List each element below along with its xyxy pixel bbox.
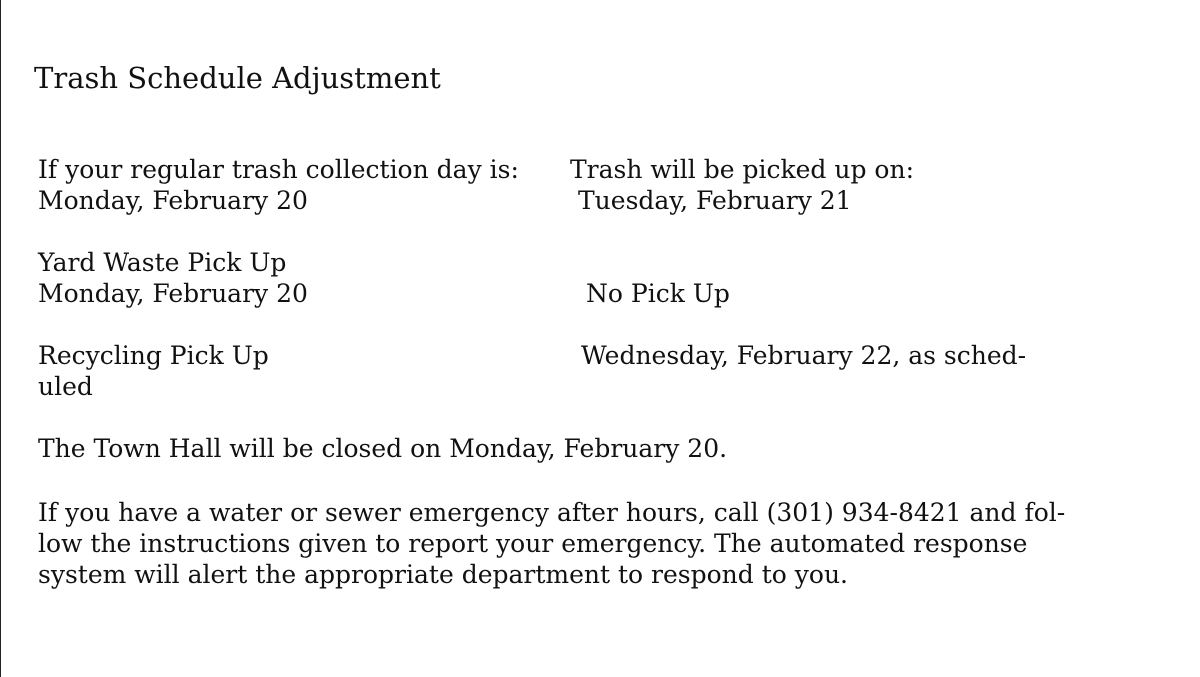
recycling-day-line1: Wednesday, February 22, as sched-: [581, 341, 1027, 370]
trash-header-right: Trash will be picked up on:: [570, 155, 915, 184]
yard-waste-day: Monday, February 20: [38, 279, 308, 308]
emergency-line3: system will alert the appropriate department to respond to you.: [38, 560, 848, 589]
trash-day-right: Tuesday, February 21: [578, 186, 852, 215]
yard-waste-status: No Pick Up: [586, 279, 730, 308]
trash-header-left: If your regular trash collection day is:: [38, 155, 519, 184]
trash-day-left: Monday, February 20: [38, 186, 308, 215]
yard-waste-label: Yard Waste Pick Up: [38, 248, 287, 277]
page-left-border: [0, 0, 1, 677]
emergency-line2: low the instructions given to report your emergency. The automated response: [38, 529, 1028, 558]
recycling-day-line2: uled: [38, 372, 93, 401]
emergency-line1: If you have a water or sewer emergency after hours, call (301) 934-8421 and fol-: [38, 498, 1066, 527]
recycling-label: Recycling Pick Up: [38, 341, 269, 370]
town-hall-notice: The Town Hall will be closed on Monday, February 20.: [38, 434, 728, 463]
document-title: Trash Schedule Adjustment: [34, 61, 441, 95]
